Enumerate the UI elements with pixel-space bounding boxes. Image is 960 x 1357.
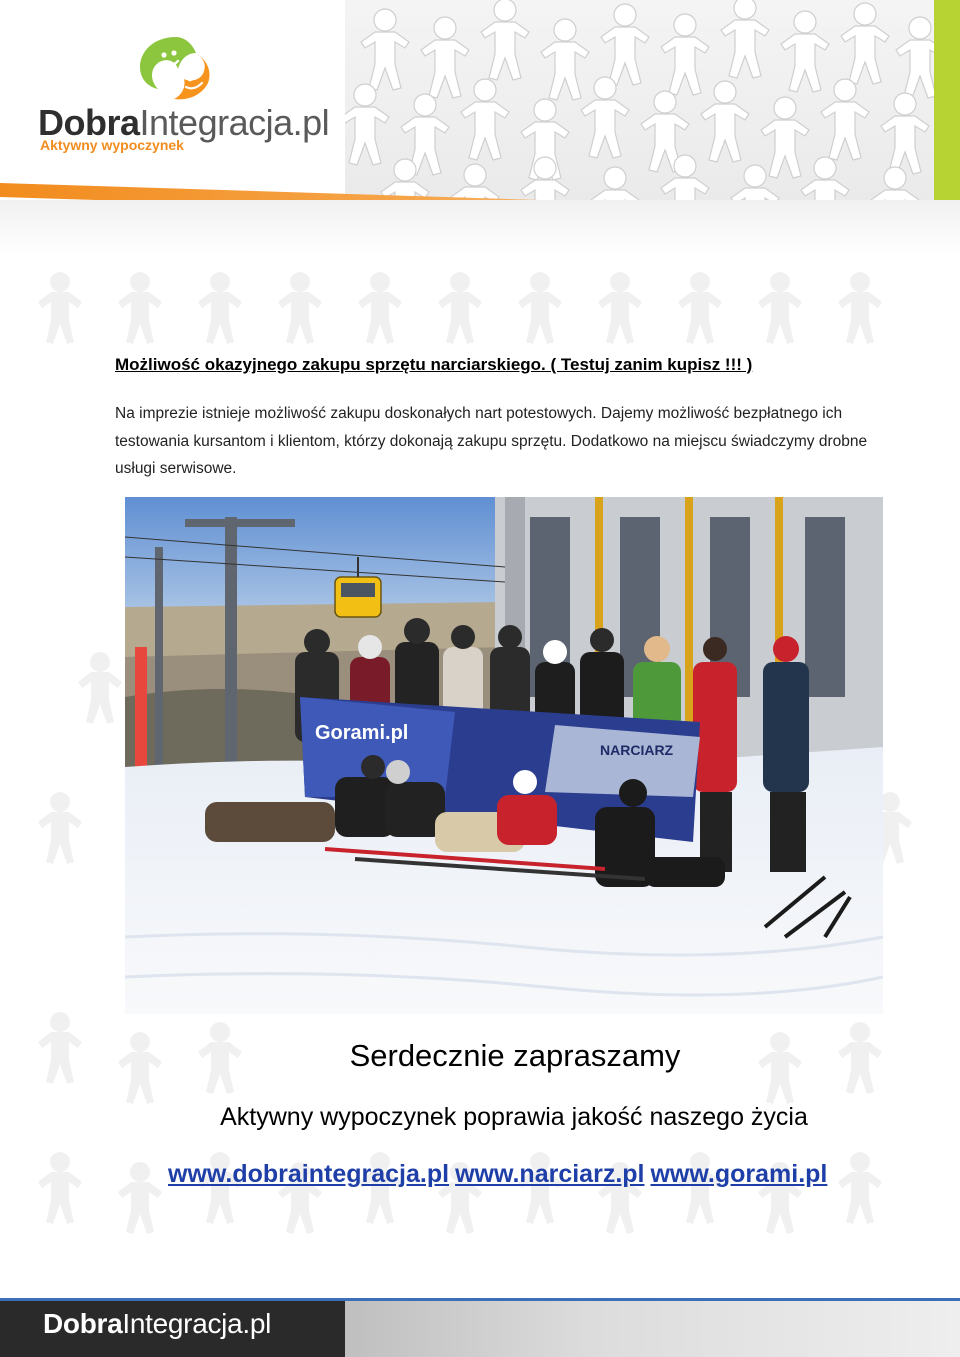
ski-group-photo [125,497,883,1014]
footer-blue-line [0,1298,960,1301]
paper-people-decoration [345,0,935,225]
section-heading: Możliwość okazyjnego zakupu sprzętu narciarskiego. ( Testuj zanim kupisz !!! ) [115,355,753,374]
banner-left-text: Gorami.pl [315,722,409,744]
header-fade [0,200,960,258]
motto-text-row [0,1103,960,1132]
banner-right-text: NARCIARZ [600,742,674,758]
photo-illustration [125,497,883,1014]
motto-text: Aktywny wypoczynek poprawia jakość naszego życia [220,1103,808,1131]
link-dobraintegracja[interactable]: www.dobraintegracja.pl [168,1160,450,1188]
smiley-logo-icon [136,33,216,103]
section-paragraph: Na imprezie istnieje możliwość zakupu doskonałych nart potestowych. Dajemy możliwość bezpłatnego ich testowania kursantom i klientom, którzy dokonają zakupu sprzętu. Dodatkowo na miejscu świadczymy drobne usługi serwisowe. [115,405,868,477]
link-narciarz[interactable]: www.narciarz.pl [455,1160,645,1188]
invite-heading [0,1038,960,1074]
footer-logo-rest: Integracja.pl [122,1308,272,1339]
header-green-accent [934,0,960,222]
website-links [168,1160,833,1189]
paper-chain-people-icon [345,0,935,225]
page-footer [0,1298,960,1357]
invite-text: Serdecznie zapraszamy [349,1038,681,1073]
footer-logo-text [43,1308,271,1340]
logo-rest: Integracja.pl [139,102,330,143]
footer-gray-stripe [345,1300,960,1357]
header-tagline: Aktywny wypoczynek [40,137,184,153]
link-gorami[interactable]: www.gorami.pl [650,1160,828,1188]
footer-logo-bold: Dobra [43,1308,123,1339]
logo-bold: Dobra [38,102,140,143]
